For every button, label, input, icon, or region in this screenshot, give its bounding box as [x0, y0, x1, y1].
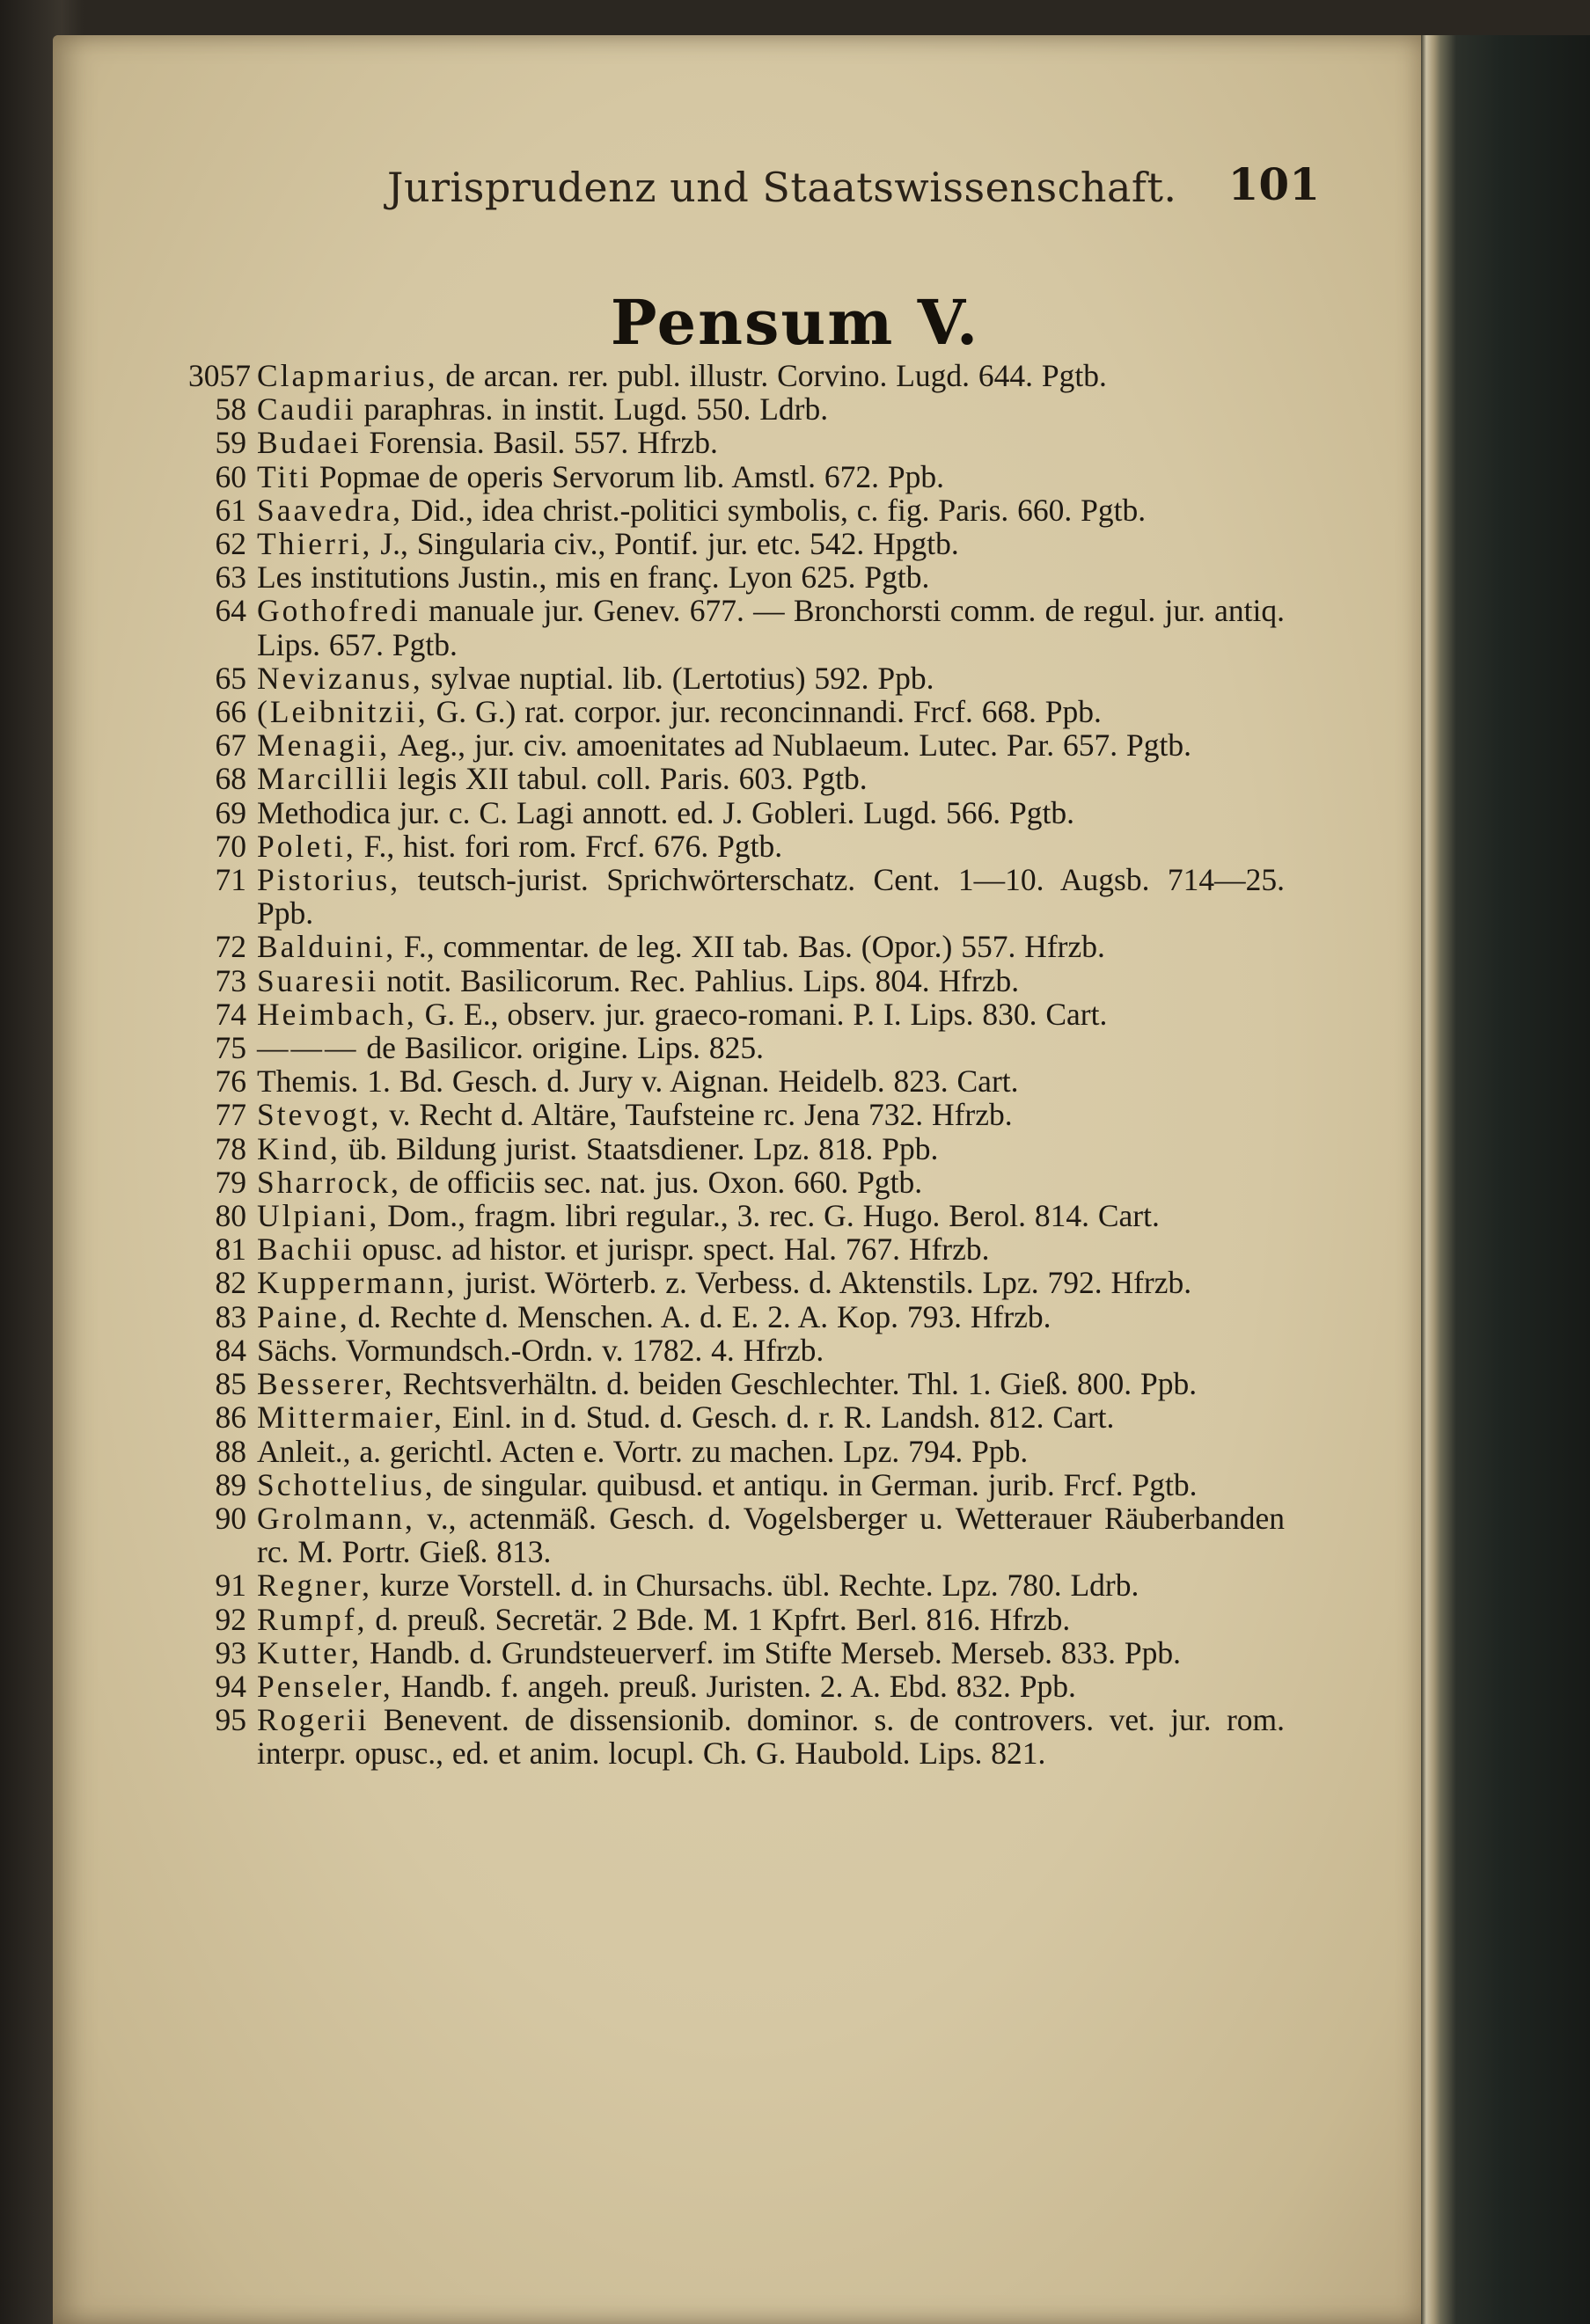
catalog-entry: [194, 829, 1285, 863]
entry-number: 73: [215, 962, 246, 998]
entry-number: 79: [215, 1164, 246, 1200]
entry-number: 90: [215, 1500, 246, 1536]
entry-author: Pistorius,: [257, 862, 401, 898]
catalog-entry: [194, 1468, 1285, 1502]
entry-number: 82: [215, 1265, 246, 1301]
running-title: Jurisprudenz und Staatswissenschaft.: [387, 164, 1177, 211]
entry-text: Aeg., jur. civ. amoenitates ad Nublaeum. Lutec. Par. 657. Pgtb.: [398, 727, 1191, 764]
entry-text: v., actenmäß. Gesch. d. Vogelsberger u. Wetterauer Räuberbanden rc. M. Portr. Gieß. 813.: [257, 1500, 1286, 1570]
catalog-entry: [194, 728, 1285, 762]
entry-text: Handb. d. Grundsteuerverf. im Stifte Merseb. Merseb. 833. Ppb.: [370, 1634, 1181, 1670]
entry-text: notit. Basilicorum. Rec. Pahlius. Lips. 804. Hfrzb.: [386, 962, 1020, 998]
entry-number: 95: [215, 1702, 246, 1738]
entry-number: 92: [215, 1601, 246, 1637]
entry-author: Nevizanus,: [257, 660, 423, 696]
catalog-entry: [194, 964, 1285, 998]
entry-author: Suaresii: [257, 962, 379, 998]
entry-number: 67: [215, 727, 246, 764]
catalog-entry: [194, 460, 1285, 493]
entry-author: Thierri,: [257, 526, 373, 562]
entry-text: F., commentar. de leg. XII tab. Bas. (Opor.) 557. Hfrzb.: [404, 929, 1105, 965]
catalog-entry: [194, 1568, 1285, 1602]
catalog-entry: [194, 1232, 1285, 1266]
entry-author: Caudii: [257, 391, 356, 428]
entry-number: 62: [215, 526, 246, 562]
entry-number: 78: [215, 1130, 246, 1166]
entry-number: 91: [215, 1568, 246, 1604]
entry-author: ———: [257, 1030, 359, 1066]
entry-number: 88: [215, 1433, 246, 1469]
entry-text: opusc. ad histor. et jurispr. spect. Hal. 767. Hfrzb.: [362, 1231, 990, 1268]
entry-text: de Basilicor. origine. Lips. 825.: [366, 1030, 765, 1066]
entry-author: Saavedra,: [257, 492, 403, 528]
entry-number: 94: [215, 1668, 246, 1704]
entry-author: Schottelius,: [257, 1466, 436, 1502]
entry-number: 84: [215, 1332, 246, 1368]
catalog-entry: [194, 392, 1285, 426]
entry-number: 64: [215, 593, 246, 629]
entry-text: G. G.) rat. corpor. jur. reconcinnandi. Frcf. 668. Ppb.: [436, 694, 1102, 730]
entry-text: Rechtsverhältn. d. beiden Geschlechter. Thl. 1. Gieß. 800. Ppb.: [402, 1366, 1198, 1402]
catalog-entry: [194, 1400, 1285, 1434]
entry-author: Titi: [257, 458, 312, 494]
entry-number: 71: [215, 862, 246, 898]
entry-text: Did., idea christ.-politici symbolis, c. fig. Paris. 660. Pgtb.: [410, 492, 1147, 528]
entry-number: 59: [215, 425, 246, 461]
entry-number: 74: [215, 996, 246, 1032]
entry-text: manuale jur. Genev. 677. — Bronchorsti comm. de regul. jur. antiq. Lips. 657. Pgtb.: [257, 593, 1286, 662]
catalog-entry: [194, 1064, 1285, 1098]
entry-number: 89: [215, 1466, 246, 1502]
catalog-entry: [194, 1603, 1285, 1636]
entry-number: 66: [215, 694, 246, 730]
entry-text: üb. Bildung jurist. Staatsdiener. Lpz. 818. Ppb.: [348, 1130, 939, 1166]
catalog-entry: [194, 1435, 1285, 1468]
entry-author: Budaei: [257, 425, 362, 461]
entry-text: Les institutions Justin., mis en franç. Lyon 625. Pgtb.: [257, 559, 930, 596]
entry-author: Besserer,: [257, 1366, 395, 1402]
entry-author: Paine,: [257, 1298, 350, 1334]
catalog-entry: [194, 1266, 1285, 1299]
entry-number: 63: [215, 559, 246, 596]
catalog-entry: [194, 1166, 1285, 1199]
entry-number: 72: [215, 929, 246, 965]
catalog-entry: [194, 527, 1285, 560]
catalog-entry: [194, 493, 1285, 527]
catalog-entry: [194, 594, 1285, 661]
entry-author: Balduini,: [257, 929, 397, 965]
entry-number: 77: [215, 1097, 246, 1133]
entry-text: G. E., observ. jur. graeco-romani. P. I. Lips. 830. Cart.: [424, 996, 1108, 1032]
entry-number: 75: [215, 1030, 246, 1066]
entry-number: 86: [215, 1400, 246, 1436]
entry-text: Methodica jur. c. C. Lagi annott. ed. J. Gobleri. Lugd. 566. Pgtb.: [257, 794, 1074, 830]
entry-author: Regner,: [257, 1568, 372, 1604]
catalog-entry: [194, 1367, 1285, 1400]
entry-text: Benevent. de dissensionib. dominor. s. de controvers. vet. jur. rom. interpr. opusc., ed. et anim. locupl. Ch. G. Haubold. Lips. 821.: [257, 1702, 1285, 1772]
entry-text: J., Singularia civ., Pontif. jur. etc. 542. Hpgtb.: [380, 526, 959, 562]
page-number: 101: [1227, 158, 1320, 210]
entry-text: Forensia. Basil. 557. Hfrzb.: [369, 425, 718, 461]
entry-author: Ulpiani,: [257, 1198, 380, 1234]
entry-number: 76: [215, 1063, 246, 1100]
entry-author: Poleti,: [257, 828, 356, 864]
entry-text: Popmae de operis Servorum lib. Amstl. 672. Ppb.: [319, 458, 944, 494]
entry-text: jurist. Wörterb. z. Verbess. d. Aktenstils. Lpz. 792. Hfrzb.: [465, 1265, 1192, 1301]
entry-text: de singular. quibusd. et antiqu. in German. jurib. Frcf. Pgtb.: [443, 1466, 1198, 1502]
entry-author: Grolmann,: [257, 1500, 415, 1536]
entry-number: 3057: [188, 358, 251, 393]
catalog-entry: [194, 426, 1285, 459]
entry-text: F., hist. fori rom. Frcf. 676. Pgtb.: [363, 828, 783, 864]
catalog-entry: [194, 1098, 1285, 1131]
entry-text: kurze Vorstell. d. in Chursachs. übl. Rechte. Lpz. 780. Ldrb.: [379, 1568, 1139, 1604]
entry-author: Marcillii: [257, 761, 391, 797]
catalog-entry: [194, 1703, 1285, 1770]
entry-author: Kind,: [257, 1130, 341, 1166]
entry-text: legis XII tabul. coll. Paris. 603. Pgtb.: [398, 761, 868, 797]
catalog-entries: [188, 358, 1286, 1772]
entry-number: 60: [215, 458, 246, 494]
catalog-entry: [194, 1300, 1285, 1334]
entry-author: Penseler,: [257, 1668, 393, 1704]
entry-text: Anleit., a. gerichtl. Acten e. Vortr. zu machen. Lpz. 794. Ppb.: [257, 1433, 1029, 1469]
entry-author: Rogerii: [257, 1702, 370, 1738]
catalog-entry: [194, 998, 1285, 1031]
entry-text: paraphras. in instit. Lugd. 550. Ldrb.: [363, 391, 829, 428]
entry-text: v. Recht d. Altäre, Taufsteine rc. Jena 732. Hfrzb.: [389, 1097, 1013, 1133]
catalog-entry: [194, 762, 1285, 795]
entry-author: Bachii: [257, 1231, 355, 1268]
entry-text: d. preuß. Secretär. 2 Bde. M. 1 Kpfrt. Berl. 816. Hfrzb.: [375, 1601, 1071, 1637]
entry-number: 70: [215, 828, 246, 864]
catalog-entry: [194, 1636, 1285, 1670]
catalog-entry: [194, 1031, 1285, 1064]
entry-author: Kuppermann,: [257, 1265, 458, 1301]
catalog-entry: [194, 560, 1285, 594]
entry-text: de arcan. rer. publ. illustr. Corvino. Lugd. 644. Pgtb.: [445, 358, 1107, 393]
entry-author: Sharrock,: [257, 1164, 402, 1200]
entry-number: 68: [215, 761, 246, 797]
catalog-entry: [194, 930, 1285, 963]
entry-author: Gothofredi: [257, 593, 421, 629]
entry-text: d. Rechte d. Menschen. A. d. E. 2. A. Kop. 793. Hfrzb.: [357, 1298, 1051, 1334]
catalog-entry: [194, 1199, 1285, 1232]
entry-author: Heimbach,: [257, 996, 417, 1032]
entry-number: 69: [215, 794, 246, 830]
catalog-entry: [194, 1502, 1285, 1568]
book-edge: [1421, 35, 1590, 2324]
entry-number: 83: [215, 1298, 246, 1334]
catalog-entry: [194, 661, 1285, 695]
catalog-entry: [194, 863, 1285, 930]
catalog-entry: [194, 1132, 1285, 1166]
entry-author: Stevogt,: [257, 1097, 382, 1133]
entry-text: Handb. f. angeh. preuß. Juristen. 2. A. Ebd. 832. Ppb.: [400, 1668, 1076, 1704]
entry-author: Rumpf,: [257, 1601, 368, 1637]
entry-text: sylvae nuptial. lib. (Lertotius) 592. Ppb.: [430, 660, 934, 696]
entry-number: 58: [215, 391, 246, 428]
entry-number: 85: [215, 1366, 246, 1402]
catalog-entry: [194, 695, 1285, 728]
entry-number: 80: [215, 1198, 246, 1234]
entry-text: Sächs. Vormundsch.-Ordn. v. 1782. 4. Hfrzb.: [257, 1332, 824, 1368]
entry-author: Kutter,: [257, 1634, 363, 1670]
catalog-entry: [194, 1670, 1285, 1703]
entry-number: 93: [215, 1634, 246, 1670]
catalog-entry: [194, 1334, 1285, 1367]
entry-author: Clapmarius,: [257, 358, 438, 393]
entry-text: Dom., fragm. libri regular., 3. rec. G. Hugo. Berol. 814. Cart.: [387, 1198, 1160, 1234]
entry-number: 65: [215, 660, 246, 696]
entry-text: de officiis sec. nat. jus. Oxon. 660. Pgtb.: [408, 1164, 923, 1200]
catalog-entry: [188, 358, 1285, 393]
entry-author: Mittermaier,: [257, 1400, 444, 1436]
entry-number: 61: [215, 492, 246, 528]
section-title: Pensum V.: [610, 286, 980, 359]
entry-text: Themis. 1. Bd. Gesch. d. Jury v. Aignan. Heidelb. 823. Cart.: [257, 1063, 1019, 1100]
entry-text: teutsch-jurist. Sprichwörterschatz. Cent. 1—10. Augsb. 714—25. Ppb.: [257, 862, 1285, 932]
entry-author: Menagii,: [257, 727, 391, 764]
catalog-entry: [194, 796, 1285, 829]
running-header: [387, 158, 1320, 220]
entry-number: 81: [215, 1231, 246, 1268]
entry-text: Einl. in d. Stud. d. Gesch. d. r. R. Landsh. 812. Cart.: [451, 1400, 1115, 1436]
entry-author: (Leibnitzii,: [257, 694, 429, 730]
